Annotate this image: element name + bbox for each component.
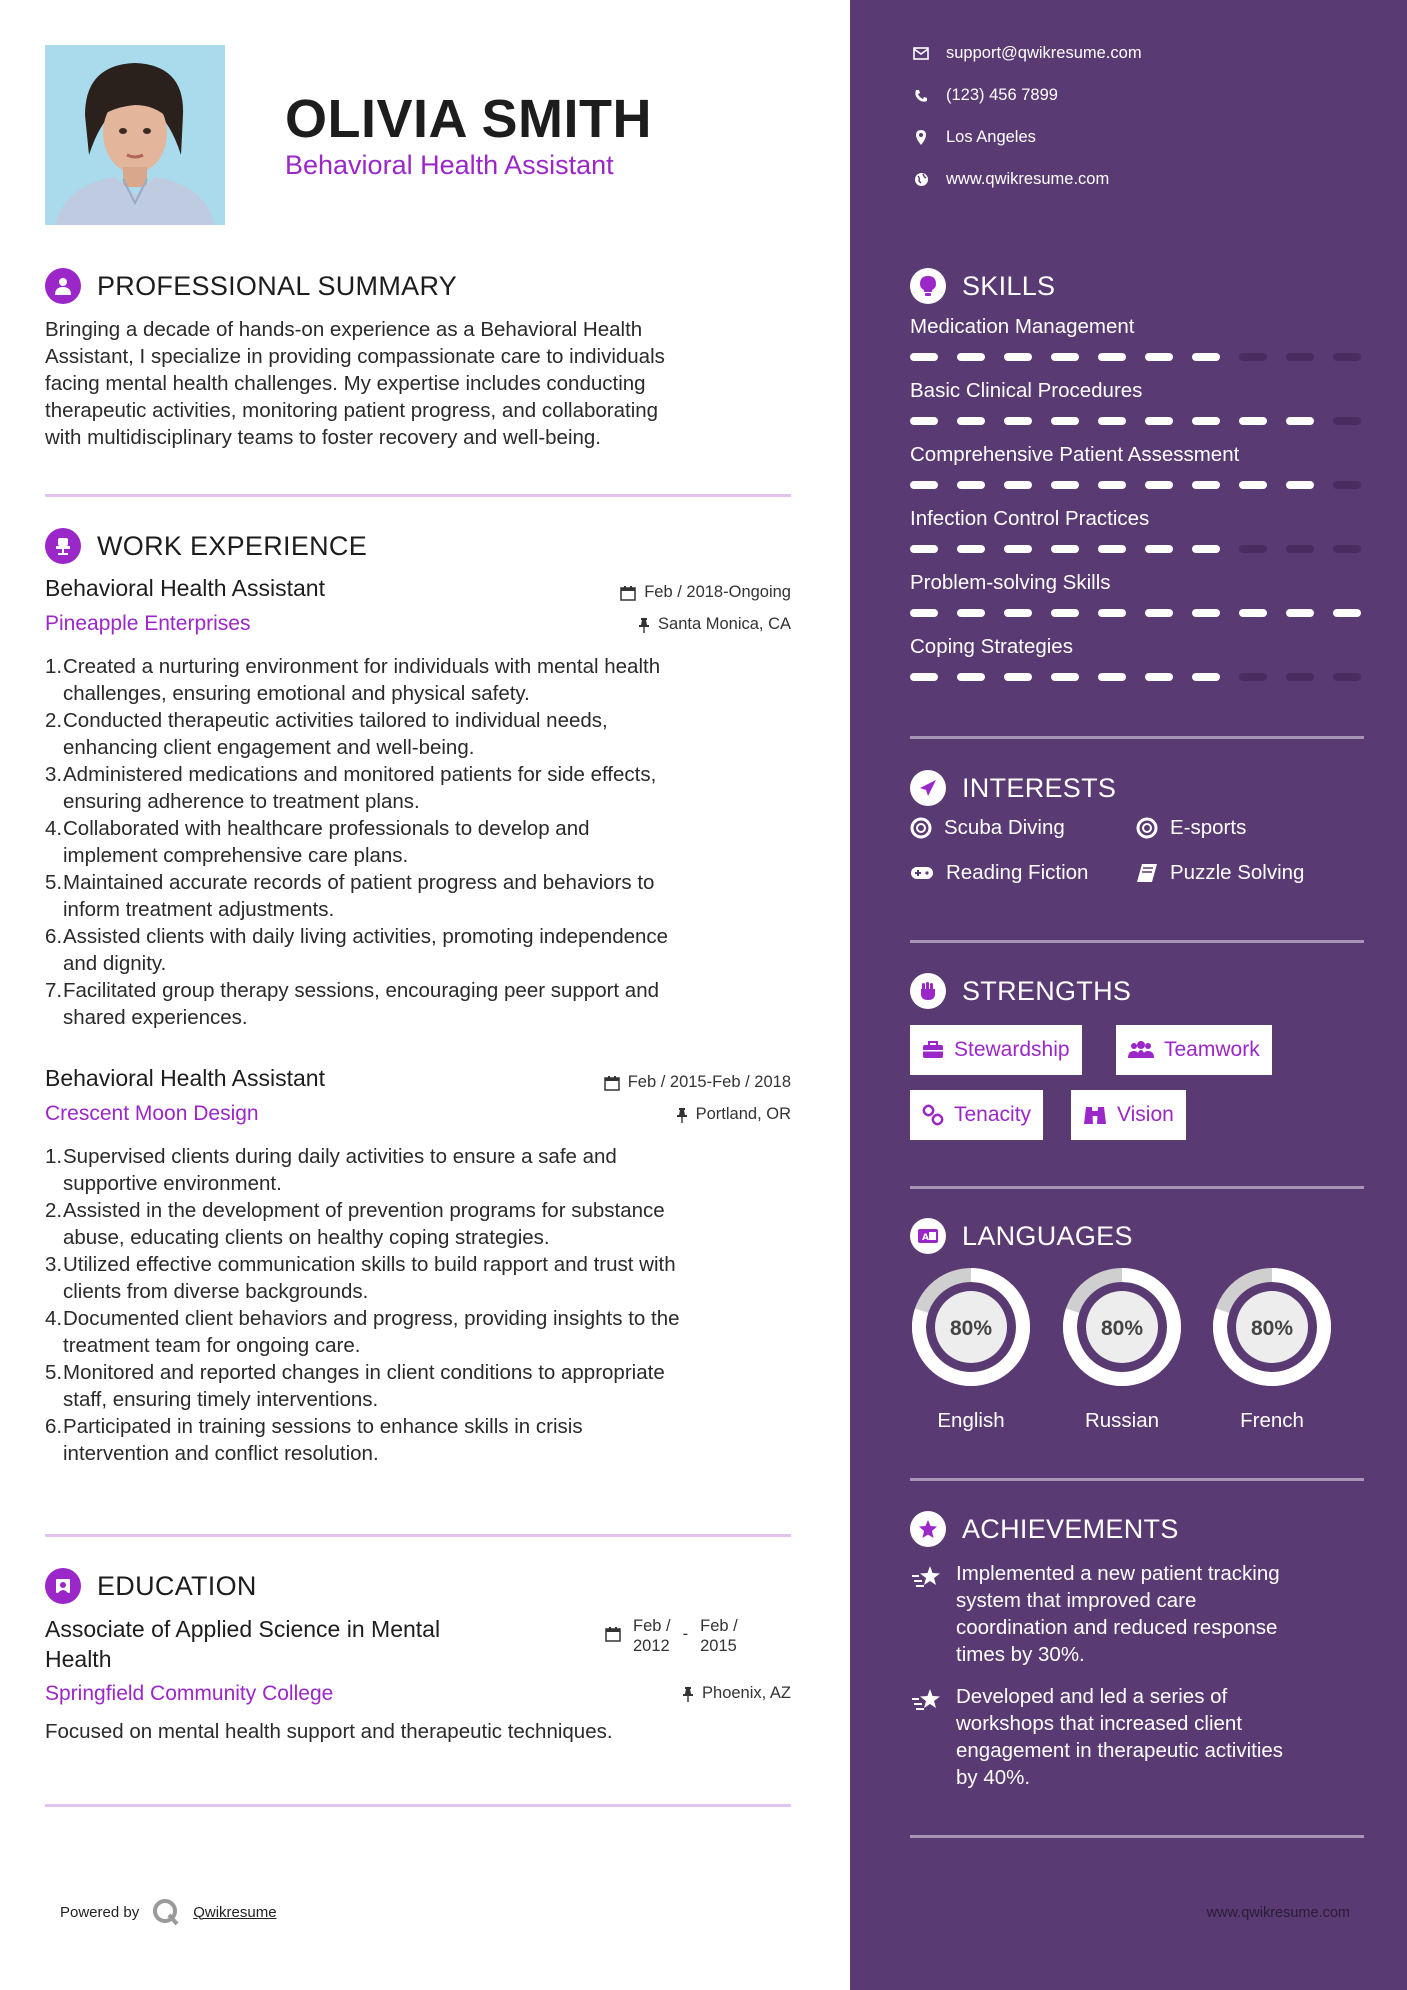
list-item: 1. Supervised clients during daily activities to ensure a safe and supportive environment. xyxy=(45,1145,617,1195)
skill-segment xyxy=(910,609,938,617)
education-heading: EDUCATION xyxy=(45,1568,257,1604)
pin-icon xyxy=(682,1686,694,1702)
contact-website: www.qwikresume.com xyxy=(910,170,1109,189)
strength-badge: Vision xyxy=(1071,1090,1186,1140)
skill-segment xyxy=(957,353,985,361)
skill-segment xyxy=(1004,673,1032,681)
list-item: 5. Monitored and reported changes in client conditions to appropriate staff, ensuring timely interventions. xyxy=(45,1361,665,1411)
job-dates: Feb / 2018-Ongoing xyxy=(620,583,791,602)
skill-segment xyxy=(1239,353,1267,361)
job-company: Crescent Moon Design xyxy=(45,1102,259,1125)
list-item: 3. Administered medications and monitored patients for side effects, ensuring adherence to treatment plans. xyxy=(45,763,657,813)
achievements-heading: ACHIEVEMENTS xyxy=(910,1511,1179,1547)
list-item: 1. Created a nurturing environment for individuals with mental health challenges, ensuring emotional and physical safety. xyxy=(45,655,661,705)
users-icon xyxy=(1128,1041,1154,1059)
achievement-item: Developed and led a series of workshops that increased client engagement in therapeutic activities by 40%. xyxy=(910,1683,1370,1791)
skill-segment xyxy=(910,545,938,553)
qwikresume-logo-icon xyxy=(151,1897,181,1927)
calendar-icon xyxy=(604,1075,620,1091)
languages-heading: A LANGUAGES xyxy=(910,1218,1133,1254)
globe-icon xyxy=(910,172,932,187)
skill-segment xyxy=(1239,417,1267,425)
skill-segment xyxy=(910,481,938,489)
skill-level-bar xyxy=(910,481,1361,489)
skill-segment xyxy=(1286,353,1314,361)
job-duties xyxy=(45,653,805,1031)
skill-segment xyxy=(1098,545,1126,553)
skill-name: Infection Control Practices xyxy=(910,507,1150,530)
school-name: Springfield Community College xyxy=(45,1682,334,1705)
interest-item: E-sports xyxy=(1136,816,1246,840)
interests-heading: INTERESTS xyxy=(910,770,1116,806)
job-duties xyxy=(45,1143,805,1467)
skill-level-bar xyxy=(910,417,1361,425)
job-location: Santa Monica, CA xyxy=(638,615,791,634)
education-location: Phoenix, AZ xyxy=(682,1684,791,1703)
skill-segment xyxy=(957,417,985,425)
skill-segment xyxy=(1145,481,1173,489)
language-item xyxy=(1061,1266,1183,1433)
skill-segment xyxy=(1004,545,1032,553)
skill-name: Medication Management xyxy=(910,315,1135,338)
map-marker-icon xyxy=(910,130,932,145)
skill-segment xyxy=(1051,353,1079,361)
skill-segment xyxy=(1239,609,1267,617)
skill-segment xyxy=(1286,481,1314,489)
skill-segment xyxy=(957,609,985,617)
job-dates: Feb / 2015-Feb / 2018 xyxy=(604,1073,791,1092)
svg-text:A: A xyxy=(922,1233,929,1243)
language-ring xyxy=(1061,1266,1183,1388)
divider xyxy=(910,1835,1364,1838)
skill-segment xyxy=(1098,417,1126,425)
skill-segment xyxy=(1333,481,1361,489)
language-percent: 80% xyxy=(1100,1317,1144,1340)
skills-heading: SKILLS xyxy=(910,268,1055,304)
skill-segment xyxy=(1192,609,1220,617)
language-item xyxy=(1211,1266,1333,1433)
skill-segment xyxy=(1145,545,1173,553)
profile-photo xyxy=(45,45,225,225)
lifebuoy-icon xyxy=(910,817,932,839)
language-percent: 80% xyxy=(1250,1317,1294,1340)
skill-segment xyxy=(1333,673,1361,681)
skill-segment xyxy=(1004,481,1032,489)
user-icon xyxy=(45,268,81,304)
skill-segment xyxy=(1333,417,1361,425)
education-dates: Feb / 2012 - Feb / 2015 xyxy=(605,1616,738,1656)
achievement-item: Implemented a new patient tracking system that improved care coordination and reduced response times by 30%. xyxy=(910,1560,1370,1668)
degree-title: Associate of Applied Science in Mental Health xyxy=(45,1616,441,1672)
skill-level-bar xyxy=(910,353,1361,361)
shooting-star-icon xyxy=(910,1560,942,1668)
divider xyxy=(910,1478,1364,1481)
skill-level-bar xyxy=(910,545,1361,553)
contact-location: Los Angeles xyxy=(910,128,1036,147)
candidate-title: Behavioral Health Assistant xyxy=(285,150,614,180)
list-item: 2. Assisted in the development of prevention programs for substance abuse, educating clients on healthy coping strategies. xyxy=(45,1199,665,1249)
paper-plane-icon xyxy=(910,770,946,806)
language-item xyxy=(910,1266,1032,1433)
list-item: 3. Utilized effective communication skills to build rapport and trust with clients from diverse backgrounds. xyxy=(45,1253,676,1303)
skill-segment xyxy=(1333,545,1361,553)
language-percent: 80% xyxy=(949,1317,993,1340)
contact-phone: (123) 456 7899 xyxy=(910,86,1058,105)
job-title: Behavioral Health Assistant xyxy=(45,1065,325,1091)
skill-segment xyxy=(1192,481,1220,489)
skill-segment xyxy=(1051,417,1079,425)
summary-text: Bringing a decade of hands-on experience as a Behavioral Health Assistant, I specialize in providing compassionate care to individuals facing mental health challenges. My expertise includes conducting therapeutic activities, monitoring patient progress, and collaborating with multidisciplinary teams to foster recovery and well-being. xyxy=(45,318,665,449)
divider xyxy=(910,940,1364,943)
divider xyxy=(45,494,791,497)
skill-name: Coping Strategies xyxy=(910,635,1073,658)
skill-segment xyxy=(910,673,938,681)
list-item: 6. Assisted clients with daily living activities, promoting independence and dignity. xyxy=(45,925,669,975)
skill-level-bar xyxy=(910,609,1361,617)
language-name: French xyxy=(1240,1409,1304,1432)
calendar-icon xyxy=(605,1626,621,1642)
link-icon xyxy=(922,1104,944,1126)
interest-item: Scuba Diving xyxy=(910,816,1065,840)
skill-segment xyxy=(1145,417,1173,425)
divider xyxy=(45,1804,791,1807)
language-name: English xyxy=(937,1409,1005,1432)
qwikresume-link[interactable]: Qwikresume xyxy=(193,1903,277,1921)
envelope-icon xyxy=(910,47,932,60)
skill-segment xyxy=(1051,481,1079,489)
skill-segment xyxy=(957,673,985,681)
skill-segment xyxy=(1098,609,1126,617)
skill-segment xyxy=(1004,353,1032,361)
book-icon xyxy=(1136,863,1158,883)
skill-segment xyxy=(1192,673,1220,681)
skill-name: Comprehensive Patient Assessment xyxy=(910,443,1240,466)
graduation-icon xyxy=(45,1568,81,1604)
list-item: 4. Collaborated with healthcare professionals to develop and implement comprehensive care plans. xyxy=(45,817,590,867)
skill-segment xyxy=(1098,481,1126,489)
powered-by: Powered by Qwikresume xyxy=(60,1897,277,1927)
skill-level-bar xyxy=(910,673,1361,681)
divider xyxy=(910,736,1364,739)
strength-badge: Tenacity xyxy=(910,1090,1043,1140)
chair-icon xyxy=(45,528,81,564)
language-name: Russian xyxy=(1084,1409,1160,1432)
skill-segment xyxy=(1286,545,1314,553)
list-item: 2. Conducted therapeutic activities tailored to individual needs, enhancing client engagement and well-being. xyxy=(45,709,608,759)
education-description: Focused on mental health support and therapeutic techniques. xyxy=(45,1720,613,1743)
binoculars-icon xyxy=(1083,1105,1107,1125)
interest-item: Reading Fiction xyxy=(910,861,1088,885)
skill-segment xyxy=(1286,673,1314,681)
skill-segment xyxy=(1098,673,1126,681)
gamepad-icon xyxy=(910,865,934,881)
skill-segment xyxy=(1239,673,1267,681)
footer-website[interactable]: www.qwikresume.com xyxy=(1206,1905,1350,1921)
fist-icon xyxy=(910,973,946,1009)
skill-segment xyxy=(1239,481,1267,489)
skill-segment xyxy=(1145,353,1173,361)
skill-segment xyxy=(1004,609,1032,617)
list-item: 4. Documented client behaviors and progress, providing insights to the treatment team for ongoing care. xyxy=(45,1307,680,1357)
experience-heading: WORK EXPERIENCE xyxy=(45,528,367,564)
skill-segment xyxy=(1333,609,1361,617)
skill-segment xyxy=(1192,417,1220,425)
pin-icon xyxy=(676,1107,688,1123)
job-title: Behavioral Health Assistant xyxy=(45,575,325,601)
language-icon xyxy=(910,1218,946,1254)
strengths-heading: STRENGTHS xyxy=(910,973,1131,1009)
lightbulb-icon xyxy=(910,268,946,304)
skill-segment xyxy=(1286,417,1314,425)
skill-segment xyxy=(1145,609,1173,617)
skill-name: Basic Clinical Procedures xyxy=(910,379,1143,402)
skill-segment xyxy=(1192,545,1220,553)
skill-segment xyxy=(910,417,938,425)
divider xyxy=(45,1534,791,1537)
star-badge-icon xyxy=(910,1511,946,1547)
language-ring xyxy=(1211,1266,1333,1388)
strength-badge: Stewardship xyxy=(910,1025,1082,1075)
list-item: 7. Facilitated group therapy sessions, encouraging peer support and shared experiences. xyxy=(45,979,660,1029)
list-item: 5. Maintained accurate records of patient progress and behaviors to inform treatment adjustments. xyxy=(45,871,655,921)
shooting-star-icon xyxy=(910,1683,942,1791)
contact-email: support@qwikresume.com xyxy=(910,44,1142,63)
skill-segment xyxy=(1051,609,1079,617)
skill-segment xyxy=(1051,673,1079,681)
calendar-icon xyxy=(620,585,636,601)
briefcase-icon xyxy=(922,1041,944,1059)
list-item: 6. Participated in training sessions to enhance skills in crisis intervention and conflict resolution. xyxy=(45,1415,583,1465)
job-location: Portland, OR xyxy=(676,1105,791,1124)
skill-segment xyxy=(1286,609,1314,617)
sidebar xyxy=(850,0,1407,1990)
summary-heading: PROFESSIONAL SUMMARY xyxy=(45,268,457,304)
skill-segment xyxy=(1051,545,1079,553)
skill-segment xyxy=(1333,353,1361,361)
skill-segment xyxy=(957,545,985,553)
skill-segment xyxy=(1192,353,1220,361)
language-ring xyxy=(910,1266,1032,1388)
skill-segment xyxy=(1098,353,1126,361)
phone-icon xyxy=(910,89,932,103)
skill-name: Problem-solving Skills xyxy=(910,571,1111,594)
skill-segment xyxy=(957,481,985,489)
skill-segment xyxy=(1145,673,1173,681)
candidate-name: OLIVIA SMITH xyxy=(285,89,652,149)
lifebuoy-icon xyxy=(1136,817,1158,839)
strength-badge: Teamwork xyxy=(1116,1025,1272,1075)
skill-segment xyxy=(1239,545,1267,553)
job-company: Pineapple Enterprises xyxy=(45,612,251,635)
divider xyxy=(910,1186,1364,1189)
skill-segment xyxy=(910,353,938,361)
interest-item: Puzzle Solving xyxy=(1136,861,1304,885)
pin-icon xyxy=(638,617,650,633)
skill-segment xyxy=(1004,417,1032,425)
